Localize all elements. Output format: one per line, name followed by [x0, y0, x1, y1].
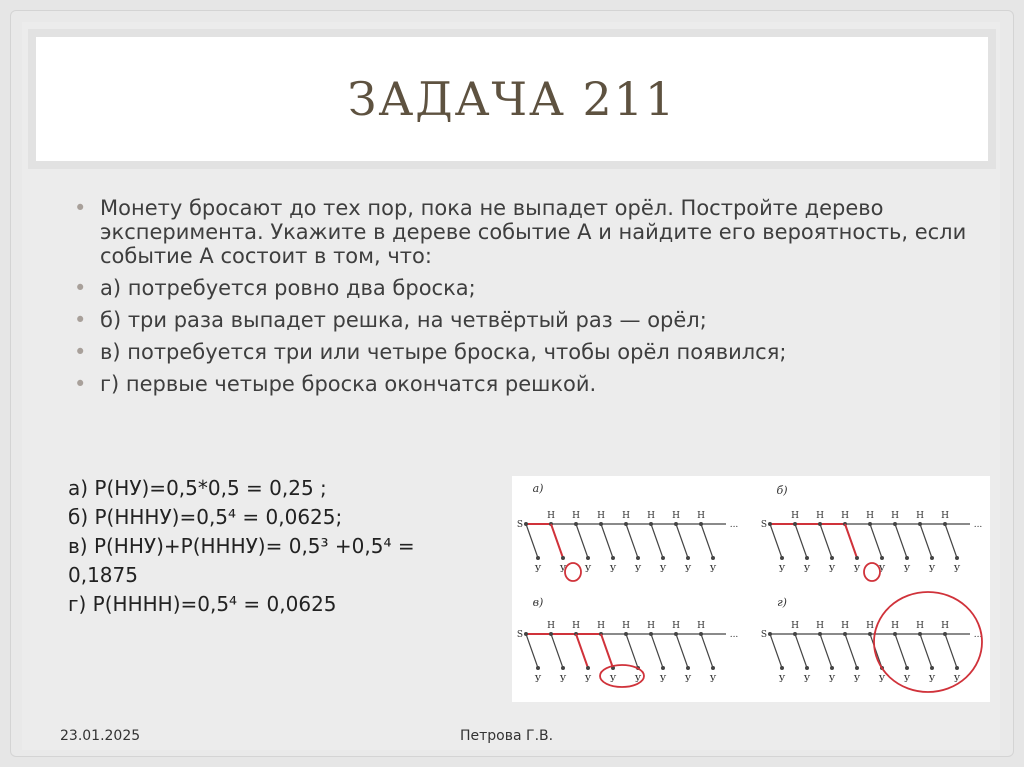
- tails-label: Н: [841, 511, 849, 521]
- leaf-node: [830, 666, 834, 670]
- event-highlight-circle: [864, 563, 880, 581]
- tree-branch: [526, 524, 538, 558]
- heads-label: У: [659, 565, 667, 575]
- leaf-node: [905, 666, 909, 670]
- panel-label: б): [776, 484, 788, 497]
- tails-label: Н: [597, 621, 605, 631]
- tails-label: Н: [672, 511, 680, 521]
- leaf-node: [636, 556, 640, 560]
- tails-label: Н: [791, 621, 799, 631]
- tree-branch: [701, 634, 713, 668]
- leaf-node: [855, 556, 859, 560]
- leaf-node: [586, 556, 590, 560]
- answer-b: б) Р(НННУ)=0,5⁴ = 0,0625;: [68, 505, 343, 529]
- heads-label: У: [778, 675, 786, 685]
- slide-title: ЗАДАЧА 211: [347, 72, 677, 126]
- leaf-node: [686, 556, 690, 560]
- tails-label: Н: [866, 511, 874, 521]
- tree-branch: [770, 524, 782, 558]
- tree-branch: [820, 634, 832, 668]
- heads-label: У: [828, 565, 836, 575]
- tree-branch: [770, 634, 782, 668]
- answer-c: в) Р(ННУ)+Р(НННУ)= 0,5³ +0,5⁴ =: [68, 534, 415, 558]
- leaf-node: [805, 666, 809, 670]
- panel-label: г): [777, 596, 787, 609]
- answer-c-result: 0,1875: [68, 563, 138, 587]
- tree-branch: [601, 524, 613, 558]
- leaf-node: [905, 556, 909, 560]
- heads-label: У: [928, 675, 936, 685]
- tree-branch: [551, 524, 563, 558]
- heads-label: У: [634, 565, 642, 575]
- tails-label: Н: [791, 511, 799, 521]
- tails-label: Н: [647, 511, 655, 521]
- tails-label: Н: [941, 621, 949, 631]
- tails-label: Н: [572, 621, 580, 631]
- continuation-dots: ...: [973, 630, 983, 640]
- tree-branch: [626, 524, 638, 558]
- panel-label: а): [532, 482, 544, 495]
- tails-label: Н: [866, 621, 874, 631]
- continuation-dots: ...: [729, 630, 739, 640]
- leaf-node: [661, 556, 665, 560]
- heads-label: У: [953, 565, 961, 575]
- tree-branch: [945, 634, 957, 668]
- leaf-node: [536, 666, 540, 670]
- leaf-node: [711, 556, 715, 560]
- problem-part-c: • в) потребуется три или четыре броска, чтобы орёл появился;: [72, 340, 972, 364]
- tails-label: Н: [622, 621, 630, 631]
- heads-label: У: [584, 565, 592, 575]
- tails-label: Н: [697, 511, 705, 521]
- start-label: S: [516, 630, 524, 640]
- leaf-node: [661, 666, 665, 670]
- leaf-node: [536, 556, 540, 560]
- leaf-node: [805, 556, 809, 560]
- heads-label: У: [534, 675, 542, 685]
- leaf-node: [561, 666, 565, 670]
- tails-label: Н: [841, 621, 849, 631]
- footer-date: 23.01.2025: [60, 728, 141, 744]
- tree-branch: [945, 524, 957, 558]
- leaf-node: [780, 666, 784, 670]
- heads-label: У: [534, 565, 542, 575]
- heads-label: У: [903, 675, 911, 685]
- heads-label: У: [634, 675, 642, 685]
- tree-branch: [820, 524, 832, 558]
- tails-label: Н: [622, 511, 630, 521]
- problem-part-b: • б) три раза выпадет решка, на четвёртый раз — орёл;: [72, 308, 972, 332]
- tails-label: Н: [816, 511, 824, 521]
- tree-branch: [895, 634, 907, 668]
- panel-label: в): [532, 596, 544, 609]
- tree-branch: [795, 524, 807, 558]
- heads-label: У: [928, 565, 936, 575]
- heads-label: У: [803, 675, 811, 685]
- experiment-trees-image: [512, 476, 990, 702]
- tails-label: Н: [672, 621, 680, 631]
- tree-branch: [845, 524, 857, 558]
- tree-branch: [651, 634, 663, 668]
- tails-label: Н: [597, 511, 605, 521]
- answer-d: г) Р(НННН)=0,5⁴ = 0,0625: [68, 592, 337, 616]
- start-label: S: [516, 520, 524, 530]
- tree-branch: [551, 634, 563, 668]
- heads-label: У: [953, 675, 961, 685]
- leaf-node: [855, 666, 859, 670]
- leaf-node: [930, 556, 934, 560]
- tree-branch: [920, 634, 932, 668]
- tails-label: Н: [916, 511, 924, 521]
- heads-label: У: [878, 565, 886, 575]
- leaf-node: [586, 666, 590, 670]
- heads-label: У: [659, 675, 667, 685]
- leaf-node: [711, 666, 715, 670]
- heads-label: У: [709, 675, 717, 685]
- problem-list: [72, 196, 972, 404]
- heads-label: У: [584, 675, 592, 685]
- heads-label: У: [853, 565, 861, 575]
- leaf-node: [930, 666, 934, 670]
- event-highlight-circle: [565, 563, 581, 581]
- heads-label: У: [778, 565, 786, 575]
- tails-label: Н: [891, 621, 899, 631]
- leaf-node: [955, 666, 959, 670]
- tree-branch: [651, 524, 663, 558]
- leaf-node: [830, 556, 834, 560]
- leaf-node: [780, 556, 784, 560]
- tree-branch: [576, 634, 588, 668]
- tree-branch: [870, 524, 882, 558]
- tails-label: Н: [547, 621, 555, 631]
- tree-branch: [895, 524, 907, 558]
- tails-label: Н: [916, 621, 924, 631]
- tree-branch: [626, 634, 638, 668]
- tails-label: Н: [647, 621, 655, 631]
- heads-label: У: [684, 565, 692, 575]
- tails-label: Н: [941, 511, 949, 521]
- answer-a: а) Р(НУ)=0,5*0,5 = 0,25 ;: [68, 476, 327, 500]
- tails-label: Н: [816, 621, 824, 631]
- heads-label: У: [878, 675, 886, 685]
- heads-label: У: [853, 675, 861, 685]
- tails-label: Н: [572, 511, 580, 521]
- tree-branch: [676, 524, 688, 558]
- tree-branch: [920, 524, 932, 558]
- heads-label: У: [828, 675, 836, 685]
- experiment-trees-diagram: [512, 476, 990, 702]
- start-label: S: [760, 520, 768, 530]
- continuation-dots: ...: [973, 520, 983, 530]
- tails-label: Н: [547, 511, 555, 521]
- leaf-node: [880, 556, 884, 560]
- leaf-node: [561, 556, 565, 560]
- leaf-node: [611, 556, 615, 560]
- continuation-dots: ...: [729, 520, 739, 530]
- heads-label: У: [903, 565, 911, 575]
- tree-branch: [576, 524, 588, 558]
- problem-statement: • Монету бросают до тех пор, пока не выпадет орёл. Постройте дерево эксперимента. Укажите в дереве событие А и найдите его вероятность, если событие А состоит в том, что:: [72, 196, 972, 268]
- leaf-node: [955, 556, 959, 560]
- tree-branch: [701, 524, 713, 558]
- tree-branch: [870, 634, 882, 668]
- answers-block: [68, 474, 488, 619]
- tree-branch: [795, 634, 807, 668]
- heads-label: У: [609, 565, 617, 575]
- tree-branch: [845, 634, 857, 668]
- start-label: S: [760, 630, 768, 640]
- tree-branch: [526, 634, 538, 668]
- problem-part-a: • а) потребуется ровно два броска;: [72, 276, 972, 300]
- tails-label: Н: [697, 621, 705, 631]
- heads-label: У: [684, 675, 692, 685]
- footer-author: Петрова Г.В.: [460, 728, 554, 744]
- leaf-node: [686, 666, 690, 670]
- heads-label: У: [609, 675, 617, 685]
- tree-branch: [601, 634, 613, 668]
- heads-label: У: [709, 565, 717, 575]
- heads-label: У: [803, 565, 811, 575]
- tails-label: Н: [891, 511, 899, 521]
- heads-label: У: [559, 565, 567, 575]
- problem-part-d: • г) первые четыре броска окончатся решкой.: [72, 372, 972, 396]
- heads-label: У: [559, 675, 567, 685]
- tree-branch: [676, 634, 688, 668]
